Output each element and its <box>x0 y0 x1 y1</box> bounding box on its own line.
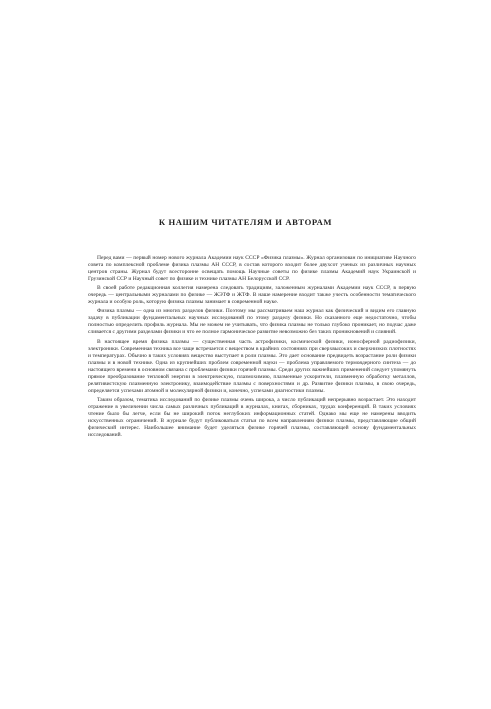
article-paragraph-2: В своей работе редакционная коллегия намерена следовать традициям, заложенным журналами Академии наук СССР, в первую очередь — центральными журналами по физике — ЖЭТФ и ЖТФ. В наше намерение входит также учесть особенности тематического журнала и особую роль, которую физика плазмы занимает в современной науке. <box>88 285 416 306</box>
article-paragraph-1: Перед вами — первый номер нового журнала Академии наук СССР «Физика плазмы». Журнал организован по инициативе Научного совета по комплексной проблеме физика плазмы АН СССР, в состав которого входит более двухсот ученых из различных научных центров страны. Журнал будут всесторонне освещать помощь Научные советы по физике плазмы Академий наук Украинской и Грузинской ССР и Научный совет по физике и технике плазмы АН Белорусской ССР. <box>88 255 416 283</box>
article-heading: К НАШИМ ЧИТАТЕЛЯМ И АВТОРАМ <box>158 217 333 227</box>
article-paragraph-5: Таким образом, тематика исследований по физике плазмы очень широка, а число публикаций непрерывно возрастает. Это находит отражение в увеличении числа самых различных публикаций в журналах, книгах, сборниках, трудах конференций. В таких условиях чтение было бы легче, если бы не широкий поток неглубоких информационных статей. Однако мы еще не намерены вводить искусственных ограничений. В журнале будут публиковаться статьи по всем направлениям физики плазмы, представляющие общий физический интерес. Наибольшее внимание будет уделяться физике горячей плазмы, составляющей основу фундаментальных исследований. <box>88 396 416 439</box>
article-paragraph-4: В настоящее время физика плазмы — существенная часть астрофизики, космической физики, ионосферной радиофизики, электроники. Современная техника все чаще встречается с веществом в крайних состояниях при сверхвысоких и сверхнизких плотностях и температурах. Обычно в таких условиях вещество выступает в роли плазмы. Это дает основание предвидеть возрастание роли физики плазмы и в новой технике. Одна из крупнейших проблем современной науки — проблема управляемого термоядерного синтеза — до настоящего времени в основном связана с проблемами физики горячей плазмы. Среди других важнейших применений следует упомянуть прямое преобразование тепловой энергии в электрическую, плазмохимию, плазменные ускорители, плазменную обработку металлов, релятивистскую плазменную электронику, взаимодействие плазмы с поверхностями и др. Развитие физики плазмы, в свою очередь, определяется успехами атомной и молекулярной физики и, конечно, успехами диагностики плазмы. <box>88 338 416 394</box>
article-body <box>88 255 416 441</box>
article-paragraph-3: Физика плазмы — одна из многих разделов физики. Поэтому мы рассматриваем наш журнал как физический и видим его главную задачу в публикации фундаментальных научных исследований по этому разделу физики. Но сказанного еще недостаточно, чтобы полностью определить профиль журнала. Мы не можем не учитывать, что физика плазмы не только глубоко проникает, но подчас даже сливается с другими разделами физики и что ее полное гармоническое развитие невозможно без таких проникновений и слияний. <box>88 308 416 336</box>
